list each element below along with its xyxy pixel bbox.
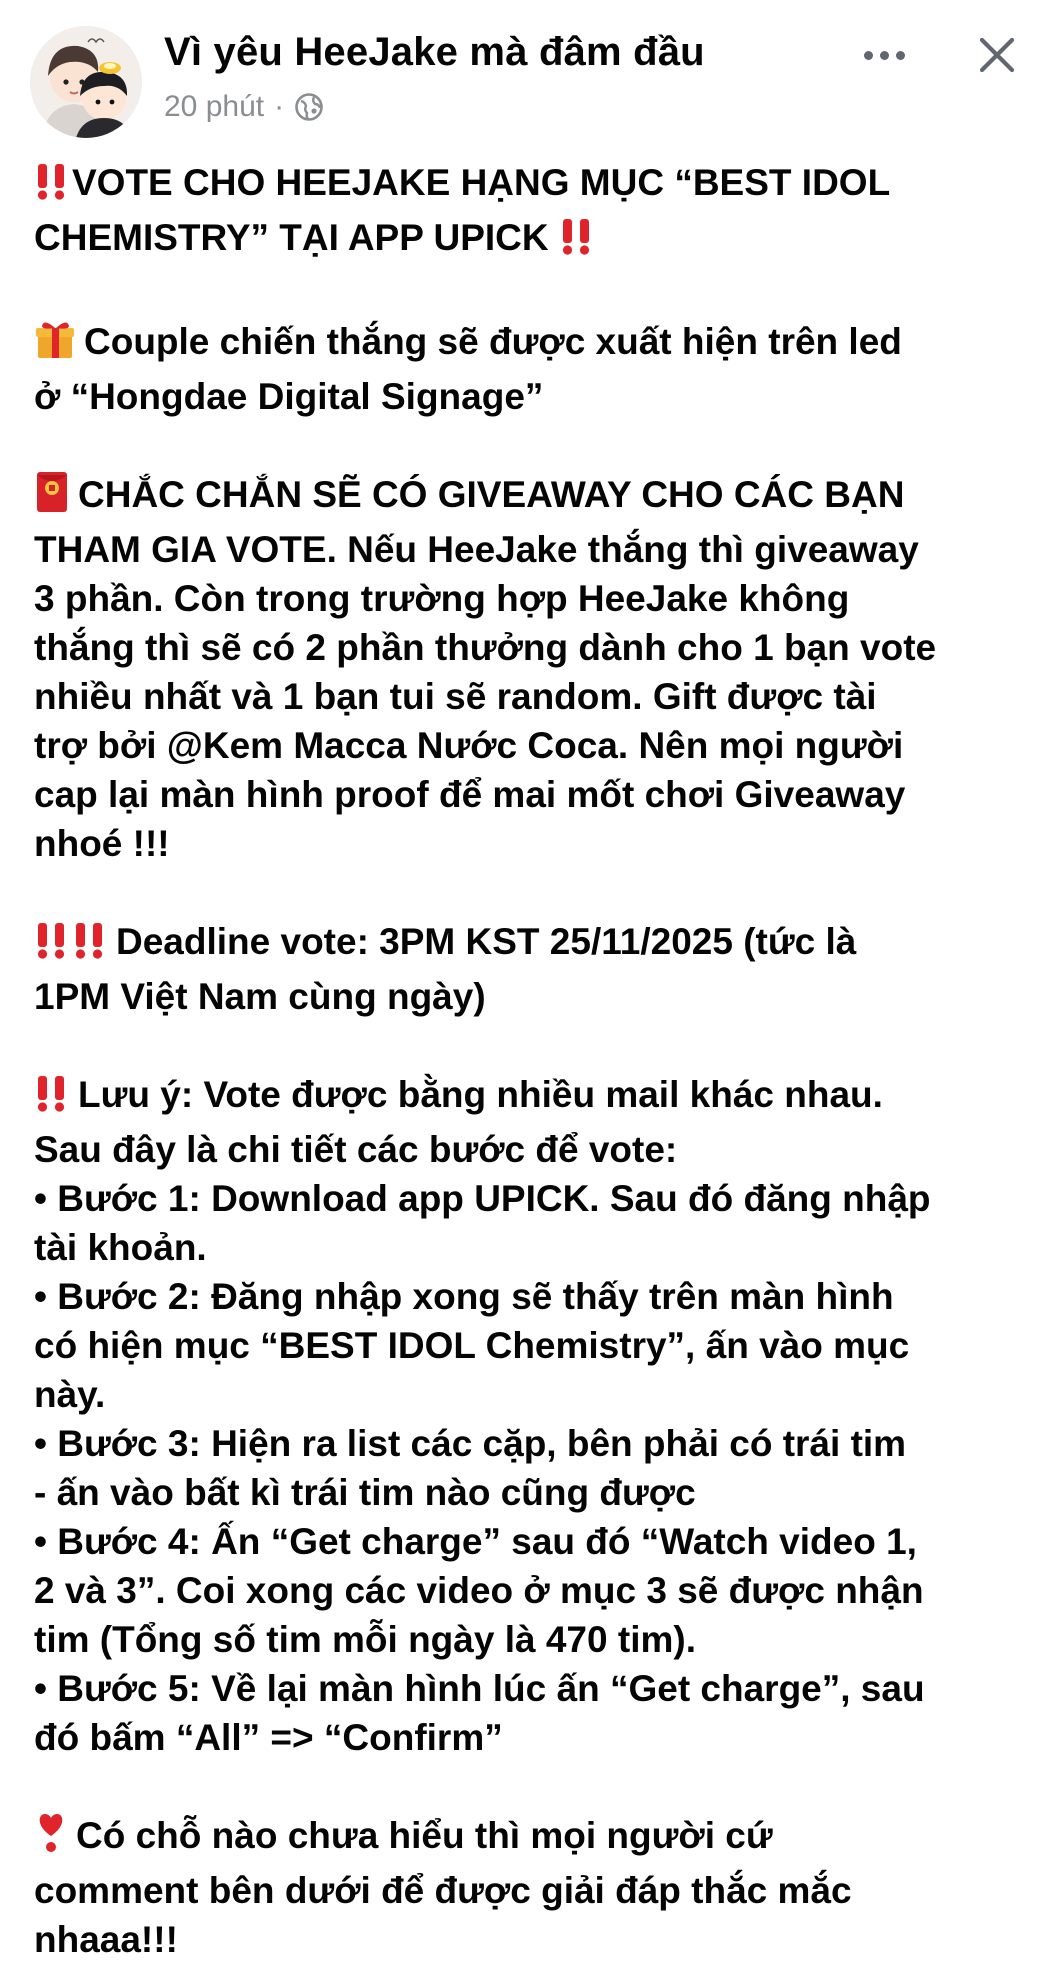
spacer: [34, 868, 1034, 917]
steps-line: có hiện mục “BEST IDOL Chemistry”, ấn vào mục: [34, 1325, 910, 1366]
giveaway-line: nhiều nhất và 1 bạn tui sẽ random. Gift được tài: [34, 676, 877, 717]
steps-line: • Bước 2: Đăng nhập xong sẽ thấy trên màn hình: [34, 1276, 894, 1317]
title-text: CHEMISTRY” TẠI APP UPICK: [34, 217, 549, 258]
deadline-text: Deadline vote: 3PM KST 25/11/2025 (tức là: [116, 921, 857, 962]
prize-line: [34, 317, 1034, 372]
title-line: [34, 213, 1034, 268]
globe-icon[interactable]: [294, 92, 324, 122]
steps-line: • Bước 1: Download app UPICK. Sau đó đăng nhập: [34, 1178, 931, 1219]
double-exclamation-icon: [72, 920, 108, 972]
deadline-line: 1PM Việt Nam cùng ngày): [34, 976, 486, 1017]
avatar[interactable]: [30, 26, 142, 138]
meta-separator: ·: [274, 90, 285, 123]
steps-line: này.: [34, 1374, 106, 1415]
red-envelope-icon: [34, 471, 70, 525]
more-dot: [896, 51, 905, 60]
steps-line: Sau đây là chi tiết các bước để vote:: [34, 1129, 678, 1170]
prize-line: ở “Hongdae Digital Signage”: [34, 376, 544, 417]
post-time[interactable]: 20 phút: [164, 90, 265, 123]
author-name[interactable]: Vì yêu HeeJake mà đâm đầu: [164, 30, 705, 74]
close-button[interactable]: [972, 30, 1022, 80]
closing-line: nhaaa!!!: [34, 1919, 178, 1960]
spacer: [34, 1762, 1034, 1811]
prize-text: Couple chiến thắng sẽ được xuất hiện trên led: [84, 321, 902, 362]
more-options-button[interactable]: [852, 30, 916, 80]
post-meta: [164, 90, 324, 124]
steps-line: - ấn vào bất kì trái tim nào cũng được: [34, 1472, 696, 1513]
closing-line: [34, 1811, 1034, 1866]
double-exclamation-icon: [34, 920, 70, 972]
steps-line: • Bước 4: Ấn “Get charge” sau đó “Watch video 1,: [34, 1521, 917, 1562]
giveaway-line: thắng thì sẽ có 2 phần thưởng dành cho 1 bạn vote: [34, 627, 937, 668]
gift-icon: [34, 318, 76, 372]
giveaway-line: 3 phần. Còn trong trường hợp HeeJake không: [34, 578, 850, 619]
double-exclamation-icon: [559, 216, 595, 268]
double-exclamation-icon: [34, 1073, 70, 1125]
note-text: Lưu ý: Vote được bằng nhiều mail khác nhau.: [78, 1074, 883, 1115]
spacer: [34, 268, 1034, 317]
more-horizontal-icon: [864, 51, 873, 60]
giveaway-line: nhoé !!!: [34, 823, 170, 864]
steps-line: • Bước 5: Về lại màn hình lúc ấn “Get charge”, sau: [34, 1668, 925, 1709]
double-exclamation-icon: [34, 161, 70, 213]
steps-line: tài khoản.: [34, 1227, 207, 1268]
more-dot: [880, 51, 889, 60]
steps-line: • Bước 3: Hiện ra list các cặp, bên phải có trái tim: [34, 1423, 907, 1464]
post-body: [34, 158, 1034, 1964]
spacer: [34, 421, 1034, 470]
giveaway-text: CHẮC CHẮN SẼ CÓ GIVEAWAY CHO CÁC BẠN: [78, 474, 905, 515]
title-text: VOTE CHO HEEJAKE HẠNG MỤC “BEST IDOL: [72, 162, 891, 203]
title-line: [34, 158, 1034, 213]
giveaway-line: trợ bởi @Kem Macca Nước Coca. Nên mọi người: [34, 725, 904, 766]
steps-line: đó bấm “All” => “Confirm”: [34, 1717, 503, 1758]
deadline-line: [34, 917, 1034, 972]
steps-line: 2 và 3”. Coi xong các video ở mục 3 sẽ được nhận: [34, 1570, 924, 1611]
post-header: [0, 0, 1054, 140]
giveaway-line: cap lại màn hình proof để mai mốt chơi Giveaway: [34, 774, 906, 815]
steps-line: tim (Tổng số tim mỗi ngày là 470 tim).: [34, 1619, 696, 1660]
closing-text: Có chỗ nào chưa hiểu thì mọi người cứ: [76, 1815, 773, 1856]
close-icon: [972, 30, 1022, 80]
giveaway-line: THAM GIA VOTE. Nếu HeeJake thắng thì giveaway: [34, 529, 919, 570]
note-line: [34, 1070, 1034, 1125]
giveaway-line: [34, 470, 1034, 525]
spacer: [34, 1021, 1034, 1070]
closing-line: comment bên dưới để được giải đáp thắc mắc: [34, 1870, 852, 1911]
heart-exclamation-icon: [34, 1812, 68, 1866]
